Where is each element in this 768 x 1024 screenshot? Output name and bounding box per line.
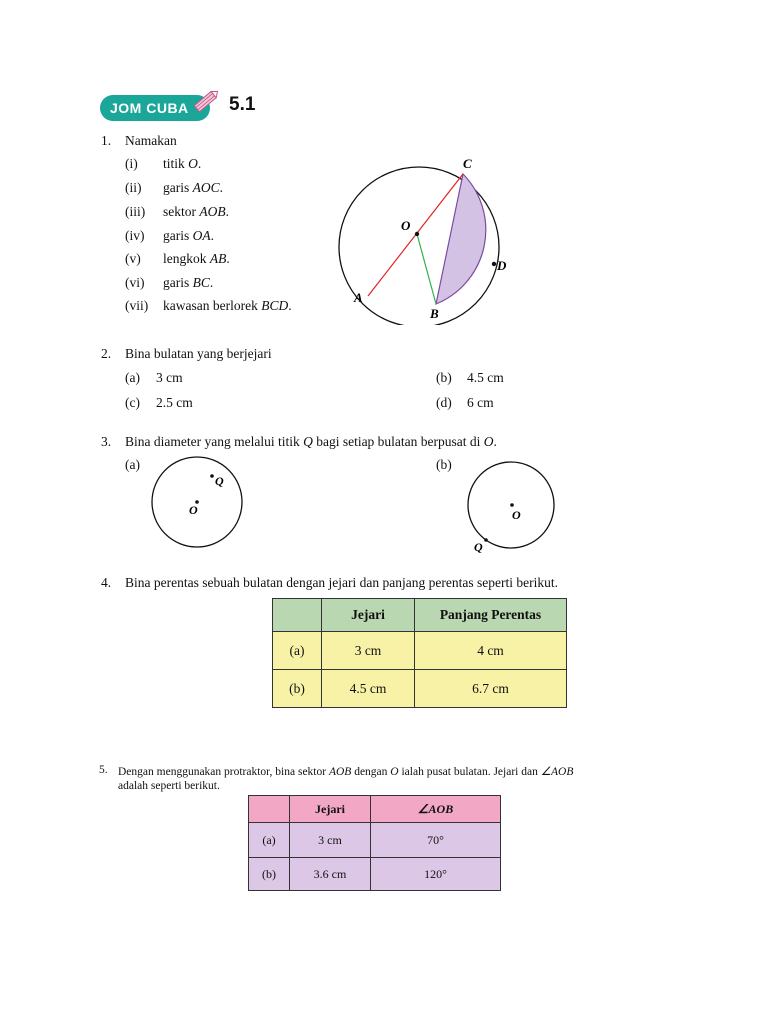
q1-item-text: garis <box>163 275 193 290</box>
q1-item-end: . <box>225 204 229 219</box>
q2-prompt: Bina bulatan yang berjejari <box>125 346 272 361</box>
q3-b-q-label: Q <box>474 540 483 554</box>
label-a: A <box>354 290 363 305</box>
table-cell: (b) <box>273 670 322 708</box>
table-row <box>273 632 567 670</box>
pencil-icon <box>190 88 222 114</box>
q1-item <box>163 228 214 244</box>
q2-d-label: (d) <box>436 395 452 410</box>
q1-item-end: . <box>226 251 230 266</box>
q2-b-value: 4.5 cm <box>467 370 504 385</box>
table-cell: 70° <box>371 823 501 858</box>
q1-prompt: Namakan <box>125 133 177 148</box>
q1-item-num: (iii) <box>125 204 146 219</box>
table-header-row <box>273 599 567 632</box>
table-row <box>249 858 501 891</box>
q5-prompt-line1 <box>118 764 573 778</box>
q5-prompt-var-o: O <box>390 766 399 778</box>
q1-item-text: sektor <box>163 204 200 219</box>
q1-item-var: O <box>188 156 198 171</box>
q1-item-var: AOC <box>192 180 220 195</box>
q1-item-num: (i) <box>125 156 138 171</box>
q3-prompt-end: . <box>493 434 497 449</box>
q1-item <box>163 298 292 314</box>
q1-item-text: kawasan berlorek <box>163 298 262 313</box>
q4-number: 4. <box>101 575 112 590</box>
q1-item-text: titik <box>163 156 189 171</box>
q1-item-end: . <box>288 298 292 313</box>
q2-a-label: (a) <box>125 370 140 385</box>
q3-a-q-label: Q <box>215 474 224 488</box>
table-cell: 120° <box>371 858 501 891</box>
q3-a-o-label: O <box>189 503 198 517</box>
q5-prompt-var-aob: AOB <box>328 766 352 778</box>
q1-item-var: BC <box>192 275 210 290</box>
q3-prompt <box>125 434 497 450</box>
q3-number: 3. <box>101 434 112 449</box>
q5-prompt-a: Dengan menggunakan protraktor, bina sektor <box>118 766 329 778</box>
q1-item <box>163 275 213 291</box>
q1-item <box>163 180 223 196</box>
table-header-cell: Panjang Perentas <box>415 599 567 632</box>
q1-item-num: (vi) <box>125 275 145 290</box>
q1-item <box>163 204 229 220</box>
q1-item-num: (iv) <box>125 228 145 243</box>
table-row <box>249 823 501 858</box>
circle-diagram <box>330 150 530 325</box>
q1-item <box>163 251 230 267</box>
q4-table <box>272 598 567 708</box>
q3-b-o-label: O <box>512 508 521 522</box>
q4-prompt: Bina perentas sebuah bulatan dengan jejari dan panjang perentas seperti berikut. <box>125 575 558 590</box>
q1-item-text: garis <box>163 180 193 195</box>
table-row <box>273 670 567 708</box>
q3-b-point-o <box>510 503 514 507</box>
table-cell: 4 cm <box>415 632 567 670</box>
table-header-row <box>249 796 501 823</box>
q1-item-text: garis <box>163 228 193 243</box>
q1-item-text: lengkok <box>163 251 210 266</box>
label-b: B <box>430 306 439 321</box>
q1-item-num: (ii) <box>125 180 142 195</box>
q5-prompt-var-angle: ∠AOB <box>540 766 574 778</box>
q3-prompt-var-q: Q <box>303 434 313 449</box>
q1-item-end: . <box>210 228 214 243</box>
point-d <box>492 262 496 266</box>
q3-a-point-q <box>210 474 214 478</box>
q1-item-var: AOB <box>199 204 226 219</box>
q1-number: 1. <box>101 133 112 148</box>
table-cell: 3 cm <box>322 632 415 670</box>
q1-item-var: AB <box>209 251 227 266</box>
q1-item-num: (vii) <box>125 298 149 313</box>
q1-item <box>163 156 201 172</box>
table-cell: 3.6 cm <box>290 858 371 891</box>
line-ob <box>417 234 436 304</box>
label-c: C <box>463 156 472 171</box>
table-cell: (a) <box>273 632 322 670</box>
table-header-cell <box>273 599 322 632</box>
q1-item-var: BCD <box>261 298 289 313</box>
table-header-cell: Jejari <box>290 796 371 823</box>
q2-c-label: (c) <box>125 395 140 410</box>
q5-number: 5. <box>99 764 108 776</box>
label-d: D <box>497 258 507 273</box>
table-cell: (b) <box>249 858 290 891</box>
table-cell: 3 cm <box>290 823 371 858</box>
table-header-cell: ∠AOB <box>371 796 501 823</box>
q2-c-value: 2.5 cm <box>156 395 193 410</box>
table-header-cell <box>249 796 290 823</box>
q3-b-point-q <box>484 538 488 542</box>
q3-a-label: (a) <box>125 457 140 472</box>
section-number: 5.1 <box>229 94 256 115</box>
q5-prompt-b: dengan <box>351 766 391 778</box>
q3-b-label: (b) <box>436 457 452 472</box>
badge-label: JOM CUBA <box>110 100 189 116</box>
q2-a-value: 3 cm <box>156 370 183 385</box>
q3-prompt-start: Bina diameter yang melalui titik <box>125 434 304 449</box>
q1-item-end: . <box>209 275 214 290</box>
q3-prompt-mid: bagi setiap bulatan berpusat di <box>312 434 484 449</box>
q5-table <box>248 795 501 891</box>
label-o: O <box>401 218 411 233</box>
table-cell: (a) <box>249 823 290 858</box>
q3-a-diagram <box>145 455 255 550</box>
q1-item-num: (v) <box>125 251 141 266</box>
q2-b-label: (b) <box>436 370 452 385</box>
table-header-cell: Jejari <box>322 599 415 632</box>
table-cell: 4.5 cm <box>322 670 415 708</box>
q5-prompt-c: ialah pusat bulatan. Jejari dan <box>398 766 541 778</box>
point-o <box>415 232 419 236</box>
table-cell: 6.7 cm <box>415 670 567 708</box>
q5-prompt-line2: adalah seperti berikut. <box>118 780 220 792</box>
q1-item-end: . <box>197 156 202 171</box>
q3-prompt-var-o: O <box>483 434 494 449</box>
q1-item-end: . <box>219 180 223 195</box>
q3-b-diagram <box>462 455 572 555</box>
q1-item-var: OA <box>192 228 211 243</box>
q2-number: 2. <box>101 346 112 361</box>
q2-d-value: 6 cm <box>467 395 494 410</box>
